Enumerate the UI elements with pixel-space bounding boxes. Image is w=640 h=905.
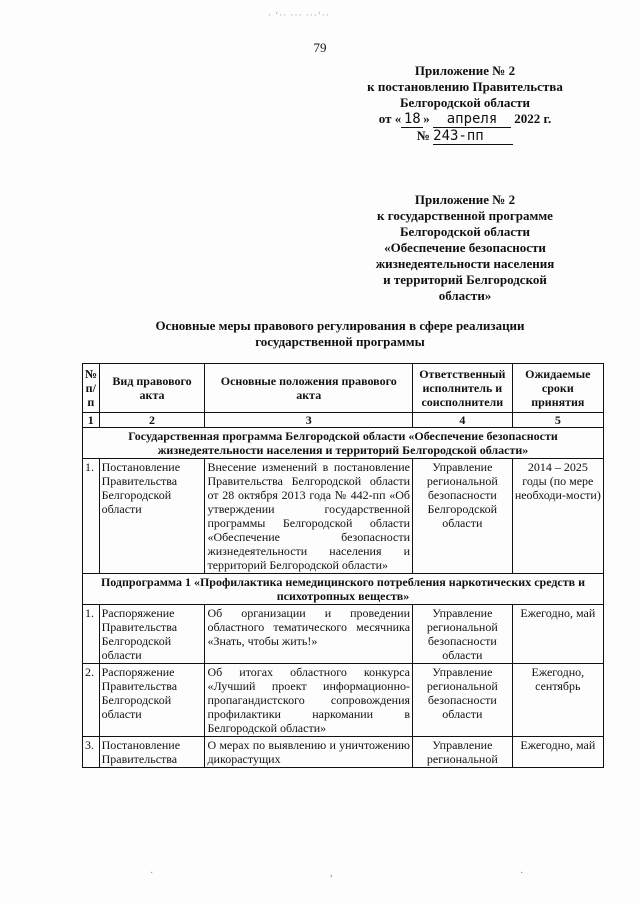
program-header-line: области» <box>438 288 492 303</box>
scan-artifact: , <box>330 868 333 879</box>
cell-executor: Управление региональной безопасности области <box>413 605 513 664</box>
table-row <box>83 737 604 768</box>
program-header <box>340 192 590 304</box>
section-row <box>83 428 604 459</box>
cell-executor: Управление региональной <box>413 737 513 768</box>
scan-artifact: · <box>520 868 524 879</box>
document-title <box>80 318 600 350</box>
header-term: Ожидаемые сроки принятия <box>512 364 603 413</box>
section-title: Государственная программа Белгородской области «Обеспечение безопасности жизнедеятельности населения и территорий Белгородской области» <box>83 428 604 459</box>
cell-provisions: Об итогах областного конкурса «Лучший проект информационно-пропагандистского сопровождения профилактики наркомании в Белгородской области» <box>205 664 413 737</box>
column-number: 5 <box>512 413 603 428</box>
date-month: апреля <box>433 111 511 128</box>
cell-provisions: Внесение изменений в постановление Правительства Белгородской области от 28 октября 2013 года № 442-пп «Об утверждении государственной программы Белгородской области «Обеспечение безопасности жизнедеятельности населения и территорий Белгородской области» <box>205 459 413 574</box>
column-number: 4 <box>413 413 513 428</box>
legal-measures-table <box>82 363 604 768</box>
cell-no: 1. <box>83 605 100 664</box>
table-row <box>83 459 604 574</box>
date-day: 18 <box>401 111 423 128</box>
cell-executor: Управление региональной безопасности Белгородской области <box>413 459 513 574</box>
cell-type: Распоряжение Правительства Белгородской области <box>99 664 205 737</box>
cell-term: Ежегодно, май <box>512 605 603 664</box>
page-number: 79 <box>313 40 327 55</box>
scan-artifact: · ʻ·· ··· ···ʻ·· <box>268 10 330 20</box>
table-row <box>83 605 604 664</box>
cell-type: Постановление Правительства <box>99 737 205 768</box>
date-year: 2022 г. <box>514 111 552 126</box>
title-line: государственной программы <box>255 334 425 349</box>
scan-artifact: · <box>150 868 154 879</box>
date-mid: » <box>423 111 430 126</box>
date-prefix: от « <box>378 111 402 126</box>
cell-term: Ежегодно, май <box>512 737 603 768</box>
number-value: 243-пп <box>433 128 513 145</box>
program-header-line: Белгородской области <box>399 224 531 239</box>
appendix-header-line: к постановлению Правительства <box>367 79 563 94</box>
number-prefix: № <box>416 128 430 143</box>
appendix-date-line <box>340 111 590 128</box>
program-header-line: к государственной программе <box>377 208 553 223</box>
program-header-line: Приложение № 2 <box>414 192 516 207</box>
appendix-number-line <box>340 128 590 145</box>
column-number-row <box>83 413 604 428</box>
cell-provisions: О мерах по выявлению и уничтожению дикорастущих <box>205 737 413 768</box>
table-header-row <box>83 364 604 413</box>
cell-no: 3. <box>83 737 100 768</box>
program-header-line: и территорий Белгородской <box>383 272 547 287</box>
cell-no: 1. <box>83 459 100 574</box>
header-type: Вид правового акта <box>99 364 205 413</box>
title-line: Основные меры правового регулирования в сфере реализации <box>155 318 525 333</box>
cell-type: Распоряжение Правительства Белгородской области <box>99 605 205 664</box>
cell-term: 2014 – 2025 годы (по мере необходи-мости) <box>512 459 603 574</box>
appendix-header <box>340 63 590 145</box>
cell-no: 2. <box>83 664 100 737</box>
table-row <box>83 664 604 737</box>
cell-executor: Управление региональной безопасности области <box>413 664 513 737</box>
program-header-line: жизнедеятельности населения <box>375 256 555 271</box>
column-number: 1 <box>83 413 100 428</box>
cell-provisions: Об организации и проведении областного тематического месячника «Знать, чтобы жить!» <box>205 605 413 664</box>
section-title: Подпрограмма 1 «Профилактика немедицинского потребления наркотических средств и психотропных веществ» <box>83 574 604 605</box>
appendix-header-line: Белгородской области <box>399 95 531 110</box>
column-number: 3 <box>205 413 413 428</box>
appendix-header-line: Приложение № 2 <box>414 63 516 78</box>
cell-term: Ежегодно, сентябрь <box>512 664 603 737</box>
cell-type: Постановление Правительства Белгородской области <box>99 459 205 574</box>
header-executor: Ответственный исполнитель и соисполнители <box>413 364 513 413</box>
section-row <box>83 574 604 605</box>
column-number: 2 <box>99 413 205 428</box>
header-no: № п/п <box>83 364 100 413</box>
program-header-line: «Обеспечение безопасности <box>384 240 546 255</box>
header-provisions: Основные положения правового акта <box>205 364 413 413</box>
